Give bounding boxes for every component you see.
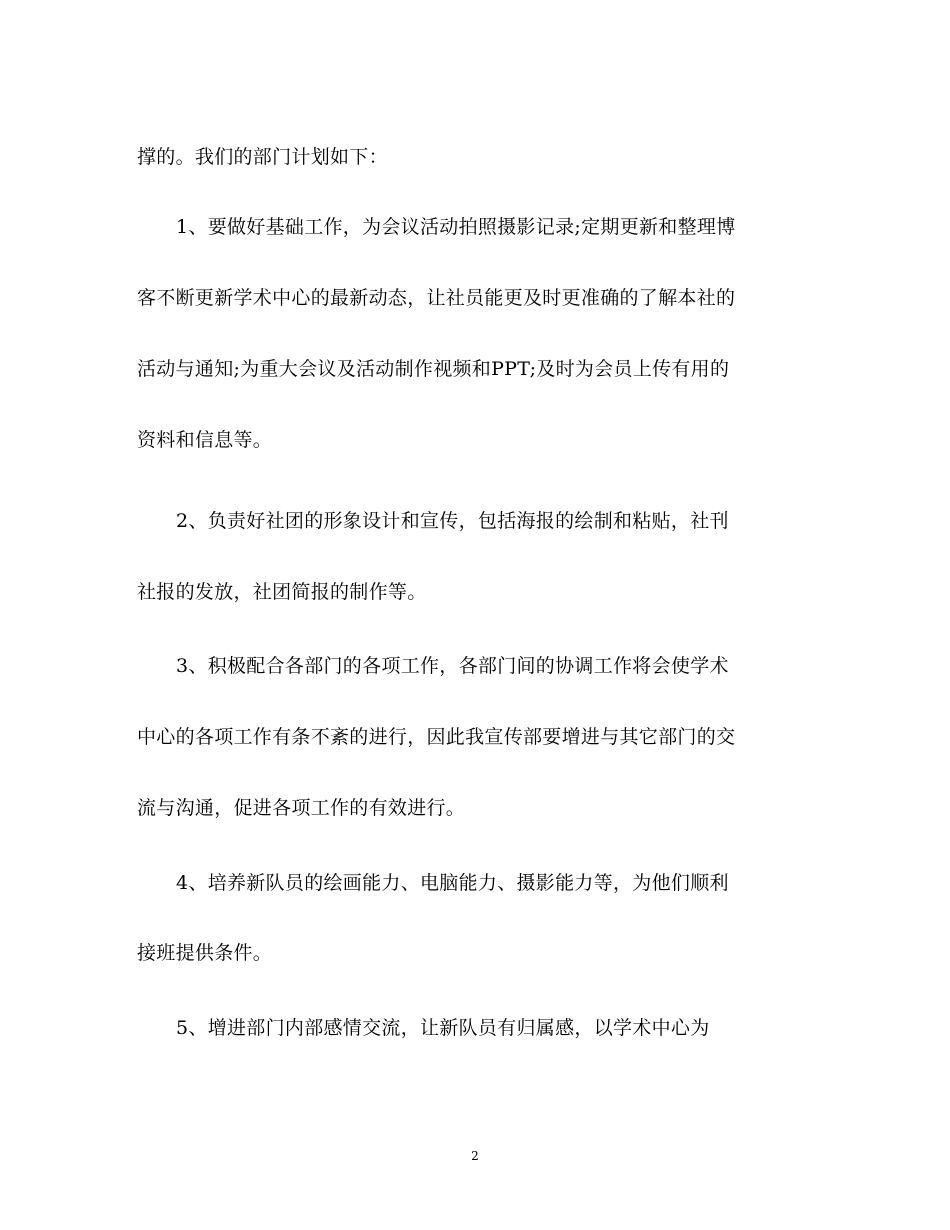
text-line: 活动与通知;为重大会议及活动制作视频和PPT;及时为会员上传有用的	[137, 358, 730, 380]
page-number: 2	[471, 1149, 479, 1163]
text-line: 接班提供条件。	[137, 942, 273, 964]
text-line: 流与沟通，促进各项工作的有效进行。	[137, 797, 466, 819]
text-line: 资料和信息等。	[137, 429, 273, 451]
text-line: 2、负责好社团的形象设计和宣传，包括海报的绘制和粘贴，社刊	[176, 510, 729, 532]
text-line: 撑的。我们的部门计划如下：	[137, 146, 388, 168]
text-line: 4、培养新队员的绘画能力、电脑能力、摄影能力等，为他们顺利	[176, 872, 729, 894]
text-line: 1、要做好基础工作，为会议活动拍照摄影记录;定期更新和整理博	[176, 216, 736, 238]
text-line: 3、积极配合各部门的各项工作，各部门间的协调工作将会使学术	[176, 655, 729, 677]
text-line: 社报的发放，社团简报的制作等。	[137, 581, 427, 603]
text-line: 中心的各项工作有条不紊的进行，因此我宣传部要增进与其它部门的交	[137, 726, 736, 748]
text-line: 5、增进部门内部感情交流，让新队员有归属感，以学术中心为	[176, 1017, 710, 1039]
text-line: 客不断更新学术中心的最新动态，让社员能更及时更准确的了解本社的	[137, 287, 736, 309]
